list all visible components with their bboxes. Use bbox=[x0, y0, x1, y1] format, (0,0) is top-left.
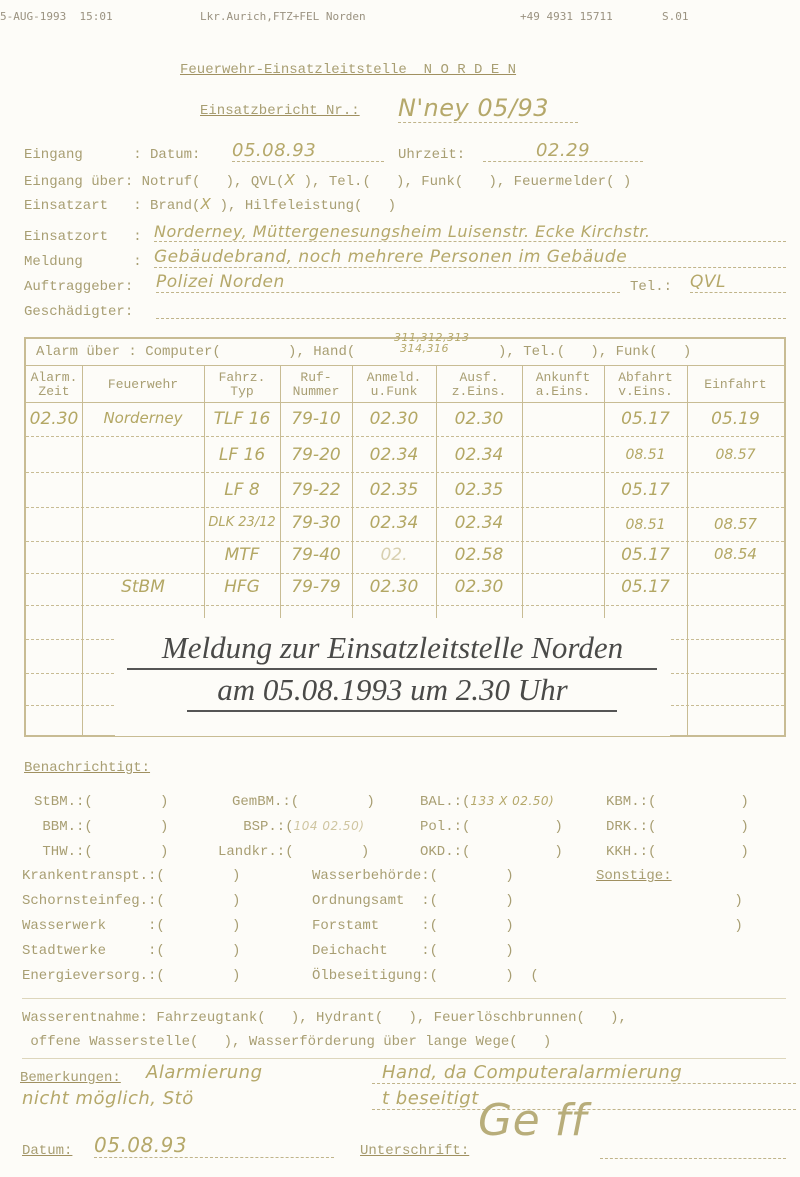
notify-kkh: KKH.:( ) bbox=[606, 844, 749, 860]
notify-thw: THW.:( ) bbox=[34, 844, 169, 860]
brand-mark: X bbox=[200, 195, 212, 213]
bemerkungen-text: nicht möglich, Stö bbox=[22, 1088, 194, 1109]
agency-krankentransport: Krankentranspt.:( ) bbox=[22, 868, 241, 884]
cell-abfahrt: 05.17 bbox=[621, 545, 670, 565]
agency-stadtwerke: Stadtwerke :( ) bbox=[22, 943, 241, 959]
cell-anmeld: 02.30 bbox=[369, 409, 419, 429]
cell-abfahrt: 08.51 bbox=[625, 517, 666, 533]
notify-bbm: BBM.:( ) bbox=[34, 819, 169, 835]
cell-ausf: 02.30 bbox=[454, 409, 504, 429]
cell-einfahrt: 05.19 bbox=[711, 409, 760, 429]
fax-datetime: 5-AUG-1993 15:01 bbox=[0, 10, 113, 23]
meldung-value: Gebäudebrand, noch mehrere Personen im Gebäude bbox=[154, 247, 786, 268]
fax-phone: +49 4931 15711 bbox=[520, 10, 613, 23]
signature-line bbox=[600, 1158, 786, 1159]
eingang-time-label: Uhrzeit: bbox=[398, 147, 466, 163]
notify-drk: DRK.:( ) bbox=[606, 819, 749, 835]
cell-ruf-nummer: 79-20 bbox=[291, 445, 341, 465]
cell-fahrz-typ: MTF bbox=[224, 545, 260, 565]
cell-ruf-nummer: 79-30 bbox=[291, 513, 341, 533]
report-number-value: N'ney 05/93 bbox=[398, 94, 578, 123]
cell-fahrz-typ: LF 16 bbox=[218, 445, 266, 465]
row-divider bbox=[26, 472, 784, 473]
benachrichtigt-heading: Benachrichtigt: bbox=[24, 760, 151, 776]
datum-value: 05.08.93 bbox=[94, 1133, 334, 1158]
notify-landkr: Landkr.:( ) bbox=[218, 844, 370, 860]
notify-stbm: StBM.:( ) bbox=[34, 794, 169, 810]
wasserentnahme-line-2: offene Wasserstelle( ), Wasserförderung über lange Wege( ) bbox=[22, 1034, 552, 1050]
cell-anmeld: 02.35 bbox=[369, 480, 419, 500]
fax-page: S.01 bbox=[662, 10, 689, 23]
sonstige-entry: ) bbox=[600, 918, 743, 934]
caption-underline-1 bbox=[127, 668, 657, 670]
eingang-label: Eingang : Datum: bbox=[24, 147, 201, 163]
row-divider bbox=[26, 541, 784, 542]
cell-feuerwehr: Norderney bbox=[103, 409, 183, 427]
agency-forstamt: Forstamt :( ) bbox=[312, 918, 514, 934]
bemerkungen-text: Alarmierung bbox=[146, 1062, 263, 1083]
alarm-ueber-label: Alarm über : Computer( ), Hand( bbox=[36, 344, 356, 360]
section-divider bbox=[22, 1058, 786, 1059]
cell-fahrz-typ: DLK 23/12 bbox=[208, 515, 276, 530]
einsatzart-rest: ), Hilfeleistung( ) bbox=[211, 198, 397, 214]
col-ruf-nummer: Ruf- Nummer bbox=[292, 370, 340, 399]
eingang-time: 02.29 bbox=[483, 140, 643, 162]
fax-sender: Lkr.Aurich,FTZ+FEL Norden bbox=[200, 10, 366, 23]
cell-fahrz-typ: LF 8 bbox=[224, 480, 260, 500]
hand-values-top: 311,312,313 bbox=[394, 331, 470, 344]
unterschrift-label: Unterschrift: bbox=[360, 1143, 470, 1159]
row-divider bbox=[26, 573, 784, 574]
row-divider bbox=[26, 436, 784, 437]
col-anmeld-funk: Anmeld. u.Funk bbox=[366, 370, 422, 399]
hand-values-bottom: 314,316 bbox=[400, 342, 449, 355]
auftraggeber-label: Auftraggeber: bbox=[24, 279, 134, 295]
caption-line-1: Meldung zur Einsatzleitstelle Norden bbox=[161, 630, 624, 665]
agency-wasserwerk: Wasserwerk :( ) bbox=[22, 918, 241, 934]
sonstige-entry: ) bbox=[600, 893, 743, 909]
cell-einfahrt: 08.57 bbox=[714, 515, 757, 533]
agency-energieversorgung: Energieversorg.:( ) bbox=[22, 968, 241, 984]
meldung-label: Meldung : bbox=[24, 254, 142, 270]
cell-ausf: 02.35 bbox=[454, 480, 504, 500]
cell-ausf: 02.34 bbox=[454, 445, 504, 465]
cell-abfahrt: 05.17 bbox=[621, 480, 670, 500]
col-alarm-zeit: Alarm. Zeit bbox=[30, 370, 78, 399]
eingang-ueber-options: Notruf( ), QVL( bbox=[141, 174, 285, 190]
cell-fahrz-typ: HFG bbox=[224, 577, 260, 597]
notify-bsp: BSP.:(104 02.50) bbox=[218, 819, 365, 835]
row-divider bbox=[26, 605, 784, 606]
auftraggeber-value: Polizei Norden bbox=[156, 272, 620, 293]
eingang-date: 05.08.93 bbox=[232, 140, 384, 162]
notify-gembm: GemBM.:( ) bbox=[232, 794, 375, 810]
agency-deichacht: Deichacht :( ) bbox=[312, 943, 514, 959]
cell-anmeld: 02.30 bbox=[369, 577, 419, 597]
einsatzart-label: Einsatzart : Brand( bbox=[24, 198, 201, 214]
agency-ordnungsamt: Ordnungsamt :( ) bbox=[312, 893, 514, 909]
col-ankunft: Ankunft a.Eins. bbox=[535, 370, 591, 399]
cell-ruf-nummer: 79-40 bbox=[291, 545, 341, 565]
bemerkungen-text: t beseitigt bbox=[372, 1088, 796, 1110]
report-number-label: Einsatzbericht Nr.: bbox=[200, 103, 360, 119]
col-feuerwehr: Feuerwehr bbox=[107, 377, 179, 392]
agency-wasserbehoerde: Wasserbehörde:( ) bbox=[312, 868, 514, 884]
signature: Ge ff bbox=[478, 1095, 587, 1146]
cell-einfahrt: 08.57 bbox=[715, 447, 756, 463]
cell-fahrz-typ: TLF 16 bbox=[213, 409, 271, 429]
wasserentnahme-line-1: Wasserentnahme: Fahrzeugtank( ), Hydrant( ), Feuerlöschbrunnen( ), bbox=[22, 1010, 627, 1026]
cell-feuerwehr: StBM bbox=[121, 577, 165, 597]
alarm-ueber-rest: ), Tel.( ), Funk( ) bbox=[498, 344, 692, 360]
geschaedigter-value bbox=[156, 300, 786, 319]
overlay-caption bbox=[115, 618, 670, 736]
row-divider bbox=[26, 507, 784, 508]
alarm-ueber-row bbox=[26, 331, 784, 366]
header-divider bbox=[26, 402, 784, 403]
cell-abfahrt: 05.17 bbox=[621, 409, 670, 429]
einsatzort-label: Einsatzort : bbox=[24, 229, 142, 245]
auftraggeber-tel: QVL bbox=[690, 272, 786, 293]
cell-ausf: 02.58 bbox=[454, 545, 504, 565]
einsatzart-row bbox=[24, 195, 396, 214]
col-einfahrt: Einfahrt bbox=[704, 377, 767, 392]
bemerkungen-label: Bemerkungen: bbox=[20, 1070, 121, 1086]
geschaedigter-label: Geschädigter: bbox=[24, 304, 134, 320]
caption-line-2: am 05.08.1993 um 2.30 Uhr bbox=[217, 672, 568, 707]
col-fahrz-typ: Fahrz. Typ bbox=[218, 370, 266, 399]
notify-pol: Pol.:( ) bbox=[420, 819, 563, 835]
cell-ruf-nummer: 79-22 bbox=[291, 480, 341, 500]
cell-ruf-nummer: 79-79 bbox=[291, 577, 341, 597]
eingang-ueber-row bbox=[24, 171, 631, 190]
agency-schornsteinfeger: Schornsteinfeg.:( ) bbox=[22, 893, 241, 909]
cell-ausf: 02.30 bbox=[454, 577, 504, 597]
einsatzort-value: Norderney, Müttergenesungsheim Luisenstr. Ecke Kirchstr. bbox=[154, 222, 786, 242]
cell-anmeld: 02.34 bbox=[369, 445, 419, 465]
section-divider bbox=[22, 998, 786, 999]
cell-ausf: 02.34 bbox=[454, 513, 504, 533]
datum-label: Datum: bbox=[22, 1143, 73, 1159]
eingang-ueber-rest: ), Tel.( ), Funk( ), Feuermelder( ) bbox=[295, 174, 632, 190]
col-ausf-eins: Ausf. z.Eins. bbox=[451, 370, 507, 399]
notify-kbm: KBM.:( ) bbox=[606, 794, 749, 810]
auftraggeber-tel-label: Tel.: bbox=[630, 279, 673, 295]
cell-alarm-zeit: 02.30 bbox=[29, 409, 79, 429]
agency-oelbeseitigung: Ölbeseitigung:( ) ( bbox=[312, 968, 539, 984]
sonstige-heading: Sonstige: bbox=[596, 868, 672, 884]
cell-abfahrt: 05.17 bbox=[621, 577, 670, 597]
notify-okd: OKD.:( ) bbox=[420, 844, 563, 860]
col-abfahrt: Abfahrt v.Eins. bbox=[618, 370, 673, 399]
cell-ruf-nummer: 79-10 bbox=[291, 409, 341, 429]
cell-anmeld: 02.34 bbox=[369, 513, 419, 533]
cell-einfahrt: 08.54 bbox=[714, 545, 757, 563]
qvl-mark: X bbox=[284, 171, 296, 189]
eingang-ueber-label: Eingang über: bbox=[24, 174, 142, 190]
notify-bal: BAL.:(133 X 02.50) bbox=[420, 794, 555, 810]
cell-abfahrt: 08.51 bbox=[625, 447, 666, 463]
document-title: Feuerwehr-Einsatzleitstelle N O R D E N bbox=[180, 62, 517, 78]
caption-underline-2 bbox=[187, 710, 617, 712]
cell-anmeld: 02. bbox=[380, 545, 408, 565]
bemerkungen-text: Hand, da Computeralarmierung bbox=[372, 1062, 796, 1084]
